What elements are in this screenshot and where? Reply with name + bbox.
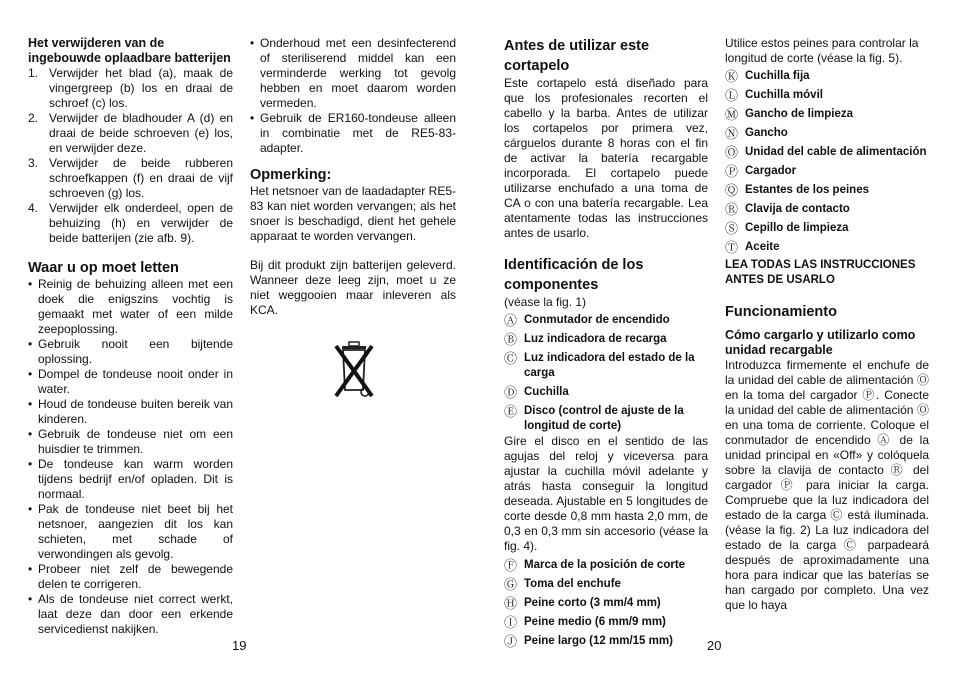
column-spanish-1 bbox=[504, 36, 708, 649]
care-bullet: • Houd de tondeuse buiten bereik van kinderen. bbox=[28, 397, 233, 426]
before-use-heading: Antes de utilizar este cortapelo bbox=[504, 38, 650, 74]
step-item: 1. Verwijder het blad (a), maak de vingergreep (b) los en draai de schroef (c) los. bbox=[28, 66, 233, 110]
component-item: Ⓒ Luz indicadora del estado de la carga bbox=[504, 351, 695, 379]
care-heading: Waar u op moet letten bbox=[28, 260, 179, 276]
component-item: Ⓢ Cepillo de limpieza bbox=[725, 221, 849, 236]
dial-adjust-text: Gire el disco en el sentido de las agujas del reloj y viceversa para ajustar la cuchilla móvil adelante y atrás hasta conseguir la longitud deseada. Ajustable en 5 longitudes de corte desde 0,8 mm hasta 2,0 mm, de 0,3 en 0,3 mm sin accesorio (véase la fig. 4). bbox=[504, 434, 708, 553]
battery-removal-heading: Het verwijderen van de ingebouwde oplaadbare batterijen bbox=[28, 36, 231, 65]
component-item: Ⓗ Peine corto (3 mm/4 mm) bbox=[504, 596, 661, 611]
component-item: Ⓘ Peine medio (6 mm/9 mm) bbox=[504, 615, 666, 630]
components-list-c bbox=[725, 69, 929, 255]
maintenance-bullet: • Onderhoud met een desinfecterend of steriliserend middel kan een verminderde werking tot gevolg hebben en moet daarom worden vermeden. bbox=[250, 36, 456, 110]
care-bullet: • Dompel de tondeuse nooit onder in water. bbox=[28, 367, 233, 396]
component-item: Ⓛ Cuchilla móvil bbox=[725, 88, 823, 103]
care-bullet: • Gebruik de tondeuse niet om een huisdier te trimmen. bbox=[28, 427, 233, 456]
care-bullets bbox=[28, 277, 233, 637]
component-item: Ⓟ Cargador bbox=[725, 164, 797, 179]
component-item: Ⓙ Peine largo (12 mm/15 mm) bbox=[504, 634, 673, 649]
component-item: Ⓞ Unidad del cable de alimentación bbox=[725, 145, 927, 160]
component-item: Ⓕ Marca de la posición de corte bbox=[504, 558, 686, 573]
components-list-b bbox=[504, 558, 708, 649]
page-number-right: 20 bbox=[707, 638, 722, 653]
components-heading: Identificación de los componentes bbox=[504, 257, 644, 293]
removal-steps bbox=[28, 66, 233, 246]
column-dutch-2 bbox=[250, 36, 456, 402]
column-dutch-1 bbox=[28, 36, 233, 637]
component-item: Ⓜ Gancho de limpieza bbox=[725, 107, 853, 122]
care-bullet: • Probeer niet zelf de bewegende delen te corrigeren. bbox=[28, 562, 233, 591]
read-all-instructions: LEA TODAS LAS INSTRUCCIONES ANTES DE USARLO bbox=[725, 259, 916, 286]
comb-intro-text: Utilice estos peines para controlar la longitud de corte (véase la fig. 5). bbox=[725, 36, 919, 65]
component-item: Ⓝ Gancho bbox=[725, 126, 788, 141]
before-use-text: Este cortapelo está diseñado para que los profesionales recorten el cabello y la barba. Antes de utilizar los cortapelos por primera vez, cárguelos durante 8 horas con el fin de activar la batería recargable incorporada. El cortapelo puede utilizarse enchufado a una toma de CA o con una batería recargable. Lea atentamente todas las instrucciones antes de usarlo. bbox=[504, 76, 708, 240]
component-item: Ⓠ Estantes de los peines bbox=[725, 183, 869, 198]
step-item: 4. Verwijder elk onderdeel, open de behuizing (h) en verwijder de beide batterijen (zie afb. 9). bbox=[28, 201, 233, 245]
maintenance-bullets bbox=[250, 36, 456, 156]
care-bullet: • De tondeuse kan warm worden tijdens bedrijf en/of opladen. Dit is normaal. bbox=[28, 457, 233, 501]
care-bullet: • Pak de tondeuse niet beet bij het netsnoer, aangezien dit los kan schieten, met schade of verwondingen als gevolg. bbox=[28, 502, 233, 561]
component-item: Ⓚ Cuchilla fija bbox=[725, 69, 810, 84]
care-bullet: • Reinig de behuizing alleen met een doek die enigszins vochtig is gemaakt met water of een milde zeepoplossing. bbox=[28, 277, 233, 336]
care-bullet: • Als de tondeuse niet correct werkt, laat deze dan door een erkende servicedienst nakijken. bbox=[28, 592, 233, 636]
components-figure-reference: (véase la fig. 1) bbox=[504, 295, 587, 309]
maintenance-bullet: • Gebruik de ER160-tondeuse alleen in combinatie met de RE5-83-adapter. bbox=[250, 111, 456, 155]
component-item: Ⓖ Toma del enchufe bbox=[504, 577, 621, 592]
step-item: 3. Verwijder de beide rubberen schroefkappen (f) en draai de vijf schroeven (g) los. bbox=[28, 156, 233, 200]
component-item: Ⓡ Clavija de contacto bbox=[725, 202, 850, 217]
component-item: Ⓓ Cuchilla bbox=[504, 385, 569, 400]
battery-disposal-text: Bij dit produkt zijn batterijen geleverd. Wanneer deze leeg zijn, moet u ze niet weggooien maar inleveren als KCA. bbox=[250, 258, 456, 317]
step-item: 2. Verwijder de bladhouder A (d) en draai de beide schroeven (e) los, en verwijder deze. bbox=[28, 111, 233, 155]
note-heading: Opmerking: bbox=[250, 167, 332, 183]
page-number-left: 19 bbox=[232, 638, 247, 653]
charging-heading: Cómo cargarlo y utilizarlo como unidad recargable bbox=[725, 328, 916, 357]
component-item: Ⓔ Disco (control de ajuste de la longitud de corte) bbox=[504, 404, 684, 432]
care-bullet: • Gebruik nooit een bijtende oplossing. bbox=[28, 337, 233, 366]
components-list-a bbox=[504, 313, 708, 434]
component-item: Ⓐ Conmutador de encendido bbox=[504, 313, 670, 328]
column-spanish-2 bbox=[725, 36, 929, 613]
crossed-out-wheelie-bin-icon bbox=[332, 340, 380, 402]
component-item: Ⓣ Aceite bbox=[725, 240, 780, 255]
component-item: Ⓑ Luz indicadora de recarga bbox=[504, 332, 667, 347]
operation-heading: Funcionamiento bbox=[725, 304, 837, 320]
note-text: Het netsnoer van de laadadapter RE5-83 kan niet worden vervangen; als het snoer is beschadigd, dient het gehele apparaat te worden vervangen. bbox=[250, 184, 456, 243]
charging-text: Introduzca firmemente el enchufe de la unidad del cable de alimentación Ⓞ en la toma del cargador Ⓟ. Conecte la unidad del cable de alimentación Ⓞ en una toma de corriente. Coloque el conmutador de encendido Ⓐ de la unidad principal en «Off» y colóquela sobre la clavija de contacto Ⓡ del cargador Ⓟ para iniciar la carga. Compruebe que la luz indicadora del estado de la carga Ⓒ está iluminada. (véase la fig. 2) La luz indicadora del estado de la carga Ⓒ parpadeará después de aproximadamente una hora para indicar que las baterías se han cargado por completo. Una vez que lo haya bbox=[725, 358, 929, 612]
